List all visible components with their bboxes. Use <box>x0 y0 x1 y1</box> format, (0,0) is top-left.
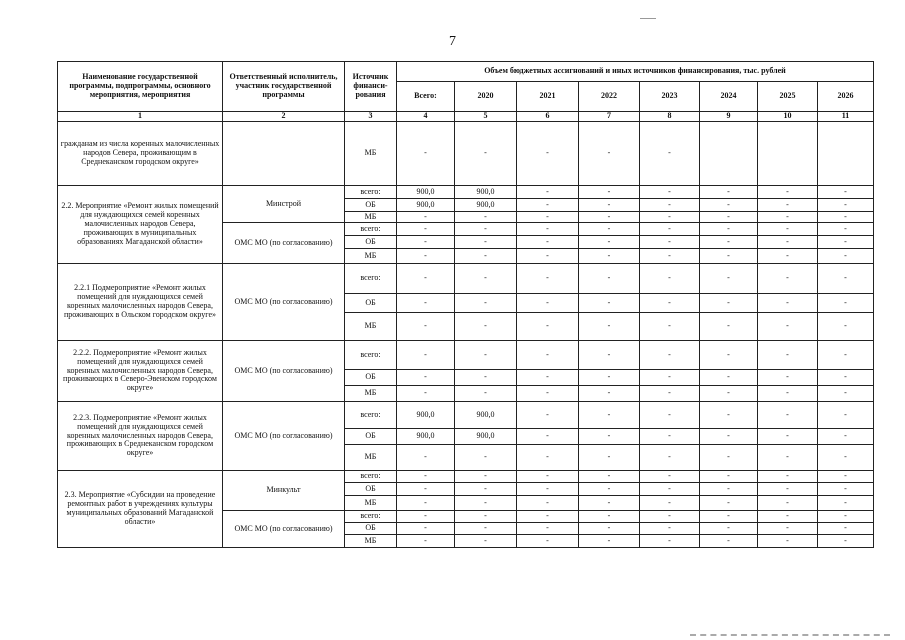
funding-source: всего: <box>345 223 397 236</box>
amount-cell: - <box>455 264 517 294</box>
amount-cell: - <box>455 511 517 523</box>
amount-cell: - <box>579 523 640 535</box>
header-year: 2026 <box>818 82 874 112</box>
activity-name: 2.2.3. Подмероприятие «Ремонт жилых помещений для нуждающихся семей коренных малочисленных народов Севера, проживающих в Среднеканском городском округе» <box>58 402 223 471</box>
amount-cell: - <box>700 212 758 223</box>
header-year: 2025 <box>758 82 818 112</box>
amount-cell: - <box>397 122 455 186</box>
amount-cell: - <box>517 511 579 523</box>
amount-cell: - <box>517 186 579 199</box>
amount-cell: - <box>640 511 700 523</box>
amount-cell: - <box>640 370 700 386</box>
amount-cell: - <box>758 223 818 236</box>
executor-cell: Минстрой <box>223 186 345 223</box>
amount-cell: 900,0 <box>455 186 517 199</box>
amount-cell: - <box>397 535 455 548</box>
amount-cell: - <box>758 483 818 496</box>
amount-cell: - <box>818 445 874 471</box>
column-number: 7 <box>579 112 640 122</box>
header-year: 2023 <box>640 82 700 112</box>
amount-cell: - <box>640 535 700 548</box>
amount-cell: - <box>640 249 700 264</box>
amount-cell: - <box>640 402 700 429</box>
amount-cell: - <box>818 370 874 386</box>
amount-cell: - <box>818 186 874 199</box>
amount-cell: - <box>397 511 455 523</box>
amount-cell: - <box>455 122 517 186</box>
executor-cell <box>223 122 345 186</box>
amount-cell: - <box>579 264 640 294</box>
amount-cell: - <box>397 496 455 511</box>
amount-cell: - <box>700 535 758 548</box>
amount-cell: - <box>640 294 700 313</box>
amount-cell: - <box>818 523 874 535</box>
header-executor: Ответственный исполнитель, участник государственной программы <box>223 62 345 112</box>
amount-cell: 900,0 <box>455 429 517 445</box>
column-number: 3 <box>345 112 397 122</box>
funding-source: ОБ <box>345 370 397 386</box>
amount-cell: - <box>758 212 818 223</box>
amount-cell: - <box>640 341 700 370</box>
amount-cell: - <box>517 212 579 223</box>
header-volume: Объем бюджетных ассигнований и иных источников финансирования, тыс. рублей <box>397 62 874 82</box>
amount-cell: - <box>517 223 579 236</box>
amount-cell: - <box>517 199 579 212</box>
funding-source: всего: <box>345 186 397 199</box>
amount-cell: - <box>397 523 455 535</box>
amount-cell: - <box>640 445 700 471</box>
amount-cell: - <box>397 341 455 370</box>
amount-cell: - <box>758 264 818 294</box>
amount-cell: - <box>640 212 700 223</box>
funding-source: МБ <box>345 212 397 223</box>
amount-cell: - <box>517 445 579 471</box>
amount-cell: - <box>455 236 517 249</box>
amount-cell: - <box>397 249 455 264</box>
amount-cell: - <box>818 264 874 294</box>
amount-cell: - <box>517 122 579 186</box>
amount-cell: - <box>640 313 700 341</box>
column-number: 6 <box>517 112 579 122</box>
amount-cell: - <box>579 199 640 212</box>
budget-table <box>57 61 874 548</box>
amount-cell: - <box>758 445 818 471</box>
amount-cell: - <box>517 402 579 429</box>
amount-cell: - <box>517 496 579 511</box>
amount-cell: - <box>758 199 818 212</box>
amount-cell <box>700 122 758 186</box>
amount-cell: - <box>700 236 758 249</box>
amount-cell: - <box>455 249 517 264</box>
amount-cell: - <box>517 370 579 386</box>
amount-cell: - <box>700 402 758 429</box>
amount-cell: - <box>517 471 579 483</box>
amount-cell: - <box>818 313 874 341</box>
column-number: 2 <box>223 112 345 122</box>
amount-cell: 900,0 <box>455 199 517 212</box>
amount-cell: - <box>397 471 455 483</box>
amount-cell: - <box>700 445 758 471</box>
executor-cell: ОМС МО (по согласованию) <box>223 341 345 402</box>
amount-cell: - <box>640 386 700 402</box>
amount-cell: - <box>455 471 517 483</box>
amount-cell <box>758 122 818 186</box>
funding-source: всего: <box>345 264 397 294</box>
amount-cell: - <box>517 483 579 496</box>
amount-cell: - <box>758 294 818 313</box>
amount-cell: - <box>397 212 455 223</box>
amount-cell: - <box>579 429 640 445</box>
amount-cell: 900,0 <box>397 199 455 212</box>
funding-source: ОБ <box>345 429 397 445</box>
column-number: 1 <box>58 112 223 122</box>
funding-source: всего: <box>345 402 397 429</box>
amount-cell: - <box>758 511 818 523</box>
amount-cell: - <box>758 370 818 386</box>
amount-cell: - <box>517 429 579 445</box>
amount-cell: - <box>640 199 700 212</box>
amount-cell: - <box>397 445 455 471</box>
column-number: 4 <box>397 112 455 122</box>
amount-cell: - <box>818 341 874 370</box>
amount-cell: - <box>455 313 517 341</box>
executor-cell: ОМС МО (по согласованию) <box>223 223 345 264</box>
amount-cell: - <box>517 249 579 264</box>
amount-cell: - <box>579 223 640 236</box>
amount-cell: - <box>758 471 818 483</box>
funding-source: ОБ <box>345 483 397 496</box>
amount-cell: - <box>818 236 874 249</box>
header-name: Наименование государственной программы, подпрограммы, основного мероприятия, мероприятия <box>58 62 223 112</box>
amount-cell: - <box>517 294 579 313</box>
amount-cell: - <box>818 429 874 445</box>
amount-cell: - <box>758 313 818 341</box>
amount-cell: - <box>397 483 455 496</box>
executor-cell: ОМС МО (по согласованию) <box>223 264 345 341</box>
amount-cell: - <box>455 535 517 548</box>
column-number: 10 <box>758 112 818 122</box>
amount-cell: - <box>700 429 758 445</box>
funding-source: ОБ <box>345 294 397 313</box>
funding-source: МБ <box>345 535 397 548</box>
table-row <box>58 122 874 186</box>
amount-cell: - <box>579 445 640 471</box>
amount-cell: - <box>640 496 700 511</box>
funding-source: МБ <box>345 313 397 341</box>
amount-cell: - <box>397 236 455 249</box>
funding-source: ОБ <box>345 523 397 535</box>
funding-source: МБ <box>345 496 397 511</box>
amount-cell: - <box>455 496 517 511</box>
amount-cell: - <box>517 313 579 341</box>
amount-cell: - <box>640 122 700 186</box>
funding-source: МБ <box>345 445 397 471</box>
amount-cell: - <box>818 212 874 223</box>
amount-cell: - <box>700 370 758 386</box>
scan-mark <box>640 18 656 19</box>
amount-cell: - <box>517 236 579 249</box>
activity-name: 2.3. Мероприятие «Субсидии на проведение ремонтных работ в учреждениях культуры муниципальных образований Магаданской области» <box>58 471 223 548</box>
amount-cell: - <box>579 122 640 186</box>
amount-cell: - <box>579 212 640 223</box>
table-body <box>58 122 874 548</box>
funding-source: всего: <box>345 471 397 483</box>
table-row <box>58 264 874 294</box>
amount-cell: - <box>818 483 874 496</box>
amount-cell: - <box>700 264 758 294</box>
amount-cell: - <box>758 386 818 402</box>
amount-cell: - <box>818 386 874 402</box>
amount-cell: - <box>758 429 818 445</box>
column-number: 5 <box>455 112 517 122</box>
amount-cell: - <box>455 223 517 236</box>
amount-cell: - <box>397 264 455 294</box>
amount-cell: - <box>455 370 517 386</box>
amount-cell <box>818 122 874 186</box>
header-year: 2022 <box>579 82 640 112</box>
amount-cell: - <box>818 511 874 523</box>
amount-cell: - <box>640 236 700 249</box>
amount-cell: - <box>517 264 579 294</box>
amount-cell: - <box>700 186 758 199</box>
amount-cell: - <box>640 264 700 294</box>
amount-cell: - <box>455 341 517 370</box>
amount-cell: - <box>758 249 818 264</box>
amount-cell: - <box>579 236 640 249</box>
funding-source: МБ <box>345 249 397 264</box>
amount-cell: - <box>579 294 640 313</box>
amount-cell: - <box>455 294 517 313</box>
executor-cell: ОМС МО (по согласованию) <box>223 402 345 471</box>
page-number: 7 <box>449 34 456 49</box>
amount-cell: - <box>818 249 874 264</box>
header-source: Источник финанси-рования <box>345 62 397 112</box>
amount-cell: - <box>579 341 640 370</box>
amount-cell: - <box>640 223 700 236</box>
amount-cell: - <box>579 370 640 386</box>
amount-cell: - <box>579 249 640 264</box>
amount-cell: 900,0 <box>397 429 455 445</box>
funding-source: ОБ <box>345 236 397 249</box>
column-number: 11 <box>818 112 874 122</box>
amount-cell: - <box>818 199 874 212</box>
amount-cell: - <box>818 496 874 511</box>
amount-cell: - <box>758 523 818 535</box>
amount-cell: - <box>455 445 517 471</box>
column-numbers-row <box>58 112 874 122</box>
amount-cell: - <box>517 386 579 402</box>
amount-cell: - <box>700 471 758 483</box>
executor-cell: ОМС МО (по согласованию) <box>223 511 345 548</box>
amount-cell: - <box>700 523 758 535</box>
amount-cell: - <box>579 511 640 523</box>
amount-cell: - <box>700 313 758 341</box>
amount-cell: - <box>579 471 640 483</box>
amount-cell: - <box>579 313 640 341</box>
amount-cell: - <box>397 294 455 313</box>
amount-cell: - <box>397 313 455 341</box>
amount-cell: - <box>579 186 640 199</box>
amount-cell: - <box>455 483 517 496</box>
amount-cell: - <box>640 523 700 535</box>
amount-cell: - <box>455 523 517 535</box>
amount-cell: - <box>700 341 758 370</box>
amount-cell: - <box>700 496 758 511</box>
amount-cell: - <box>455 212 517 223</box>
amount-cell: - <box>758 496 818 511</box>
funding-source: ОБ <box>345 199 397 212</box>
funding-source: МБ <box>345 386 397 402</box>
amount-cell: - <box>640 483 700 496</box>
amount-cell: - <box>700 294 758 313</box>
column-number: 9 <box>700 112 758 122</box>
amount-cell: - <box>397 386 455 402</box>
header-year: 2021 <box>517 82 579 112</box>
header-year: Всего: <box>397 82 455 112</box>
amount-cell: - <box>758 236 818 249</box>
amount-cell: - <box>818 294 874 313</box>
table-row <box>58 186 874 199</box>
amount-cell: - <box>758 341 818 370</box>
amount-cell: - <box>818 471 874 483</box>
table-row <box>58 471 874 483</box>
amount-cell: - <box>818 223 874 236</box>
executor-cell: Минкульт <box>223 471 345 511</box>
amount-cell: - <box>455 386 517 402</box>
column-number: 8 <box>640 112 700 122</box>
amount-cell: - <box>397 223 455 236</box>
amount-cell: - <box>758 402 818 429</box>
amount-cell: - <box>397 370 455 386</box>
header-year: 2024 <box>700 82 758 112</box>
amount-cell: - <box>700 483 758 496</box>
activity-name: 2.2.2. Подмероприятие «Ремонт жилых помещений для нуждающихся семей коренных малочисленных народов Севера, проживающих в Северо-Эвенском городском округе» <box>58 341 223 402</box>
funding-source: МБ <box>345 122 397 186</box>
amount-cell: - <box>579 496 640 511</box>
funding-source: всего: <box>345 511 397 523</box>
amount-cell: - <box>700 249 758 264</box>
header-year: 2020 <box>455 82 517 112</box>
amount-cell: - <box>640 186 700 199</box>
amount-cell: - <box>517 341 579 370</box>
amount-cell: - <box>517 535 579 548</box>
amount-cell: - <box>579 386 640 402</box>
amount-cell: 900,0 <box>397 186 455 199</box>
table-row <box>58 341 874 370</box>
amount-cell: - <box>758 535 818 548</box>
amount-cell: - <box>640 471 700 483</box>
amount-cell: - <box>700 386 758 402</box>
activity-name: 2.2. Мероприятие «Ремонт жилых помещений для нуждающихся семей коренных малочисленных народов Севера, проживающих в муниципальных образованиях Магаданской области» <box>58 186 223 264</box>
amount-cell: - <box>579 402 640 429</box>
activity-name: 2.2.1 Подмероприятие «Ремонт жилых помещений для нуждающихся семей коренных малочисленных народов Севера, проживающих в Ольском городском округе» <box>58 264 223 341</box>
amount-cell: - <box>640 429 700 445</box>
amount-cell: - <box>700 511 758 523</box>
amount-cell: - <box>579 535 640 548</box>
amount-cell: 900,0 <box>397 402 455 429</box>
amount-cell: - <box>700 223 758 236</box>
amount-cell: 900,0 <box>455 402 517 429</box>
amount-cell: - <box>579 483 640 496</box>
amount-cell: - <box>818 535 874 548</box>
amount-cell: - <box>758 186 818 199</box>
activity-name: гражданам из числа коренных малочисленных народов Севера, проживающим в Среднеканском городском округе» <box>58 122 223 186</box>
funding-source: всего: <box>345 341 397 370</box>
amount-cell: - <box>818 402 874 429</box>
scan-artifact <box>690 634 890 638</box>
amount-cell: - <box>517 523 579 535</box>
amount-cell: - <box>700 199 758 212</box>
table-row <box>58 402 874 429</box>
